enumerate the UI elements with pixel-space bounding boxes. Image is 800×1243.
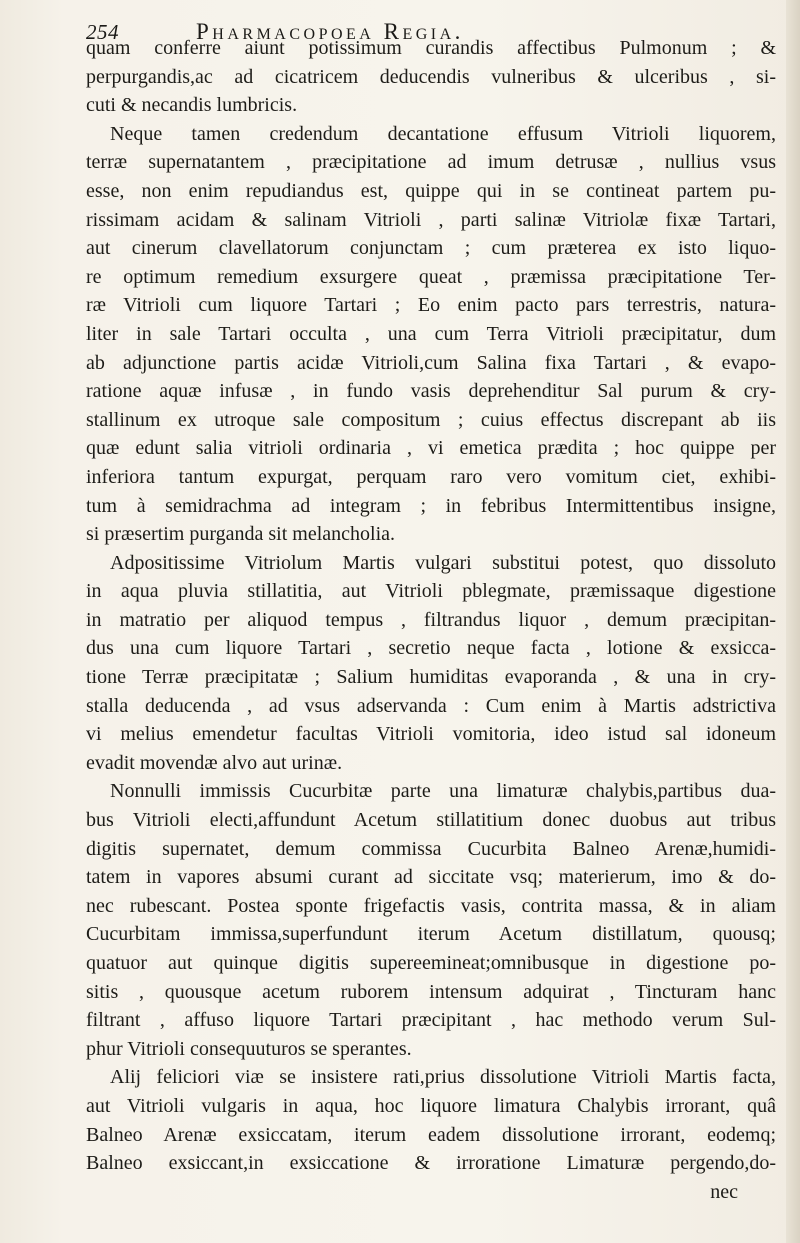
text-line: stalla deducenda , ad vsus adservanda : Cum enim à Martis adstrictiva	[86, 694, 776, 717]
text-line: in aqua pluvia stillatitia, aut Vitrioli pblegmate, præmissaque digestione	[86, 580, 776, 603]
text-line: bus Vitrioli electi,affundunt Acetum stillatitium donec duobus aut tribus	[86, 809, 776, 832]
text-line: aut cinerum clavellatorum conjunctam ; cum præterea ex isto liquo-	[86, 237, 776, 260]
text-line: tum à semidrachma ad integram ; in febribus Intermittentibus insigne,	[86, 494, 776, 517]
text-line: Adpositissime Vitriolum Martis vulgari substitui potest, quo dissoluto	[110, 551, 776, 574]
text-line: nec rubescant. Postea sponte frigefactis vasis, contrita massa, & in aliam	[86, 894, 776, 917]
running-head: Pharmacopoea Regia.	[196, 19, 464, 44]
text-line: evadit movendæ alvo aut urinæ.	[86, 751, 343, 774]
text-line: rissimam acidam & salinam Vitrioli , parti salinæ Vitriolæ fixæ Tartari,	[86, 208, 776, 231]
text-line: re optimum remedium exsurgere queat , præmissa præcipitatione Ter-	[86, 265, 776, 288]
page-edge	[786, 0, 800, 1243]
text-line: terræ supernatantem , præcipitatione ad imum detrusæ , nullius vsus	[86, 151, 776, 174]
text-line: Balneo Arenæ exsiccatam, iterum eadem dissolutione irrorant, eodemq;	[86, 1123, 776, 1146]
text-line: Cucurbitam immissa,superfundunt iterum Acetum distillatum, quousq;	[86, 923, 776, 946]
text-line: si præsertim purganda sit melancholia.	[86, 523, 396, 546]
text-line: cuti & necandis lumbricis.	[86, 94, 298, 117]
text-line: quam conferre aiunt potissimum curandis affectibus Pulmonum ; &	[86, 37, 776, 59]
text-line: ab adjunctione partis acidæ Vitrioli,cum Salina fixa Tartari , & evapo-	[86, 351, 776, 374]
text-line: phur Vitrioli consequuturos se sperantes.	[86, 1037, 412, 1060]
text-line: ræ Vitrioli cum liquore Tartari ; Eo enim pacto pars terrestris, natura-	[86, 294, 776, 317]
text-line: filtrant , affuso liquore Tartari præcipitant , hac methodo verum Sul-	[86, 1009, 776, 1032]
text-line: Nonnulli immissis Cucurbitæ parte una limaturæ chalybis,partibus dua-	[110, 780, 776, 803]
text-line: ratione aquæ infusæ , in fundo vasis deprehenditur Sal purum & cry-	[86, 380, 776, 403]
catchword: nec	[710, 1180, 738, 1203]
text-line: in matratio per aliquod tempus , filtrandus liquor , demum præcipitan-	[86, 608, 776, 631]
text-line: quatuor aut quinque digitis supereemineat;omnibusque in digestione po-	[86, 952, 776, 974]
text-line: Neque tamen credendum decantatione effusum Vitrioli liquorem,	[110, 122, 776, 145]
body-text	[86, 34, 776, 1206]
page-number: 254	[86, 20, 119, 44]
text-line: Balneo exsiccant,in exsiccatione & irroratione Limaturæ pergendo,do-	[86, 1152, 776, 1175]
text-line: digitis supernatet, demum commissa Cucurbita Balneo Arenæ,humidi-	[86, 837, 776, 860]
text-line: quæ edunt salia vitrioli ordinaria , vi emetica prædita ; hoc quippe per	[86, 437, 776, 460]
text-line: esse, non enim repudiandus est, quippe qui in se contineat partem pu-	[86, 179, 776, 202]
text-line: dus una cum liquore Tartari , secretio neque facta , lotione & exsicca-	[86, 637, 776, 660]
text-line: tatem in vapores absumi curant ad siccitate vsq; materierum, imo & do-	[86, 866, 776, 889]
text-line: sitis , quousque acetum ruborem intensum adquirat , Tincturam hanc	[86, 980, 776, 1003]
text-line: liter in sale Tartari occulta , una cum Terra Vitrioli præcipitatur, dum	[86, 322, 776, 345]
text-line: aut Vitrioli vulgaris in aqua, hoc liquore limatura Chalybis irrorant, quâ	[86, 1094, 776, 1117]
text-line: vi melius emendetur facultas Vitrioli vomitoria, ideo istud sal idoneum	[86, 723, 776, 746]
text-line: perpurgandis,ac ad cicatricem deducendis vulneribus & ulceribus , si-	[86, 65, 776, 88]
text-line: Alij feliciori viæ se insistere rati,prius dissolutione Vitrioli Martis facta,	[110, 1066, 776, 1089]
text-line: inferiora tantum expurgat, perquam raro vero vomitum ciet, exhibi-	[86, 465, 776, 488]
text-line: tione Terræ præcipitatæ ; Salium humiditas evaporanda , & una in cry-	[86, 666, 776, 689]
text-line: stallinum ex utroque sale compositum ; cuius effectus discrepant ab iis	[86, 408, 776, 431]
